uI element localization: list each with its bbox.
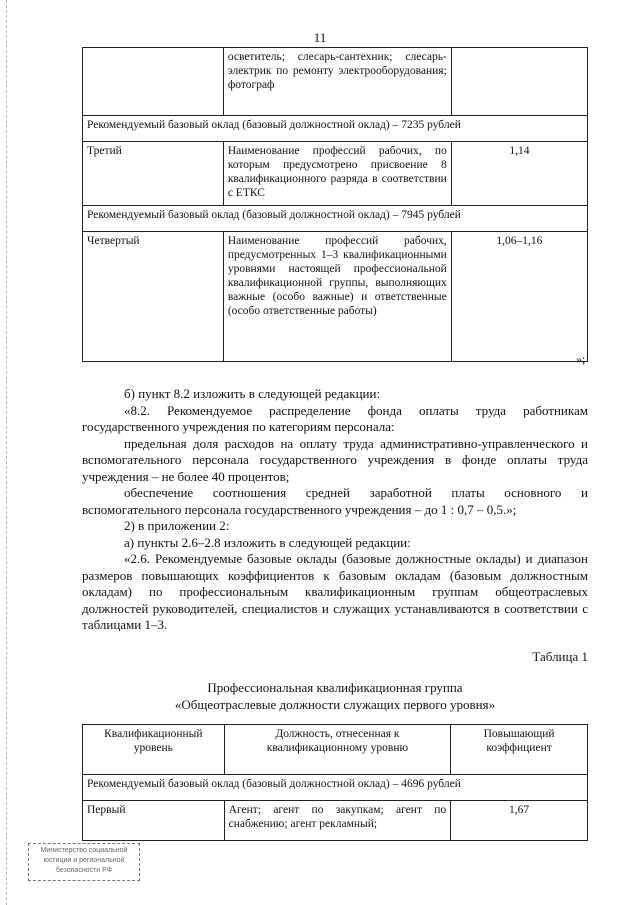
table-header-row (83, 725, 588, 775)
header-position: Должность, отнесенная к квалификационному уровню (224, 725, 451, 775)
paragraph: «8.2. Рекомендуемое распределение фонда оплаты труда работникам государственного учреждения по категориям персонала: (82, 402, 588, 434)
stamp-line: юстиции и региональной (43, 857, 125, 864)
paragraph: а) пункты 2.6–2.8 изложить в следующей редакции: (124, 534, 411, 550)
table-row (83, 206, 588, 232)
cell-coef: 1,67 (451, 801, 588, 841)
table-row (83, 232, 588, 362)
cell-coef: 1,14 (451, 142, 587, 206)
top-table (82, 47, 588, 362)
paragraph: предельная доля расходов на оплату труда административно-управленческого и вспомогательного персонала государственного учреждения в фонде оплаты труда учреждения – не более 40 процентов; (82, 435, 588, 484)
paragraph: 2) в приложении 2: (124, 518, 230, 533)
salary-row: Рекомендуемый базовый оклад (базовый должностной оклад) – 4696 рублей (83, 775, 588, 801)
paragraph: б) пункт 8.2 изложить в следующей редакции: (124, 386, 381, 401)
table-label: Таблица 1 (532, 649, 588, 664)
cell-level: Третий (83, 142, 224, 206)
table-row (83, 775, 588, 801)
heading-line-2: «Общеотраслевые должности служащих первого уровня» (174, 696, 496, 712)
cell-level (83, 48, 224, 116)
body-text (82, 386, 588, 634)
cell-level: Первый (83, 801, 225, 841)
table-1 (82, 724, 588, 841)
page-number: 11 (313, 30, 327, 45)
cell-coef (451, 48, 587, 116)
table-row (83, 48, 588, 116)
registration-stamp (28, 843, 140, 881)
stamp-line: Министерство социальной (40, 847, 128, 854)
cell-coef: 1,06–1,16 (451, 232, 587, 362)
heading-line-1: Профессиональная квалификационная группа (207, 680, 463, 695)
table-row (83, 801, 588, 841)
paragraph: «2.6. Рекомендуемые базовые оклады (базовые должностные оклады) и диапазон размеров повышающих коэффициентов к базовым окладам (базовым должностным окладам) по профессиональным квалификационным группам общеотраслевых должностей руководителей, специалистов и служащих устанавливаются в соответствии с таблицами 1–3. (82, 551, 588, 632)
page-edge-line (6, 0, 7, 905)
salary-row: Рекомендуемый базовый оклад (базовый должностной оклад) – 7945 рублей (83, 206, 588, 232)
salary-row: Рекомендуемый базовый оклад (базовый должностной оклад) – 7235 рублей (83, 116, 588, 142)
stamp-line: безопасности РФ (55, 867, 113, 874)
cell-positions: Наименование профессий рабочих, предусмотренных 1–3 квалификационными уровнями настоящей профессиональной квалификационной группы, выполняющих важные (особо важные) и ответственные (особо ответственные работы) (223, 232, 451, 362)
cell-positions: осветитель; слесарь-сантехник; слесарь-электрик по ремонту электрооборудования; фотограф (223, 48, 451, 116)
header-coef: Повышающий коэффициент (451, 725, 588, 775)
close-quote-mark: »; (576, 352, 586, 366)
cell-level: Четвертый (83, 232, 224, 362)
table-row (83, 142, 588, 206)
paragraph: обеспечение соотношения средней заработной платы основного и вспомогательного персонала государственного учреждения – до 1 : 0,7 – 0,5.»; (82, 485, 588, 517)
header-level: Квалификационный уровень (83, 725, 225, 775)
table-heading (82, 680, 588, 713)
cell-positions: Агент; агент по закупкам; агент по снабжению; агент рекламный; (224, 801, 451, 841)
cell-positions: Наименование профессий рабочих, по которым предусмотрено присвоение 8 квалификационного разряда в соответствии с ЕТКС (223, 142, 451, 206)
table-row (83, 116, 588, 142)
